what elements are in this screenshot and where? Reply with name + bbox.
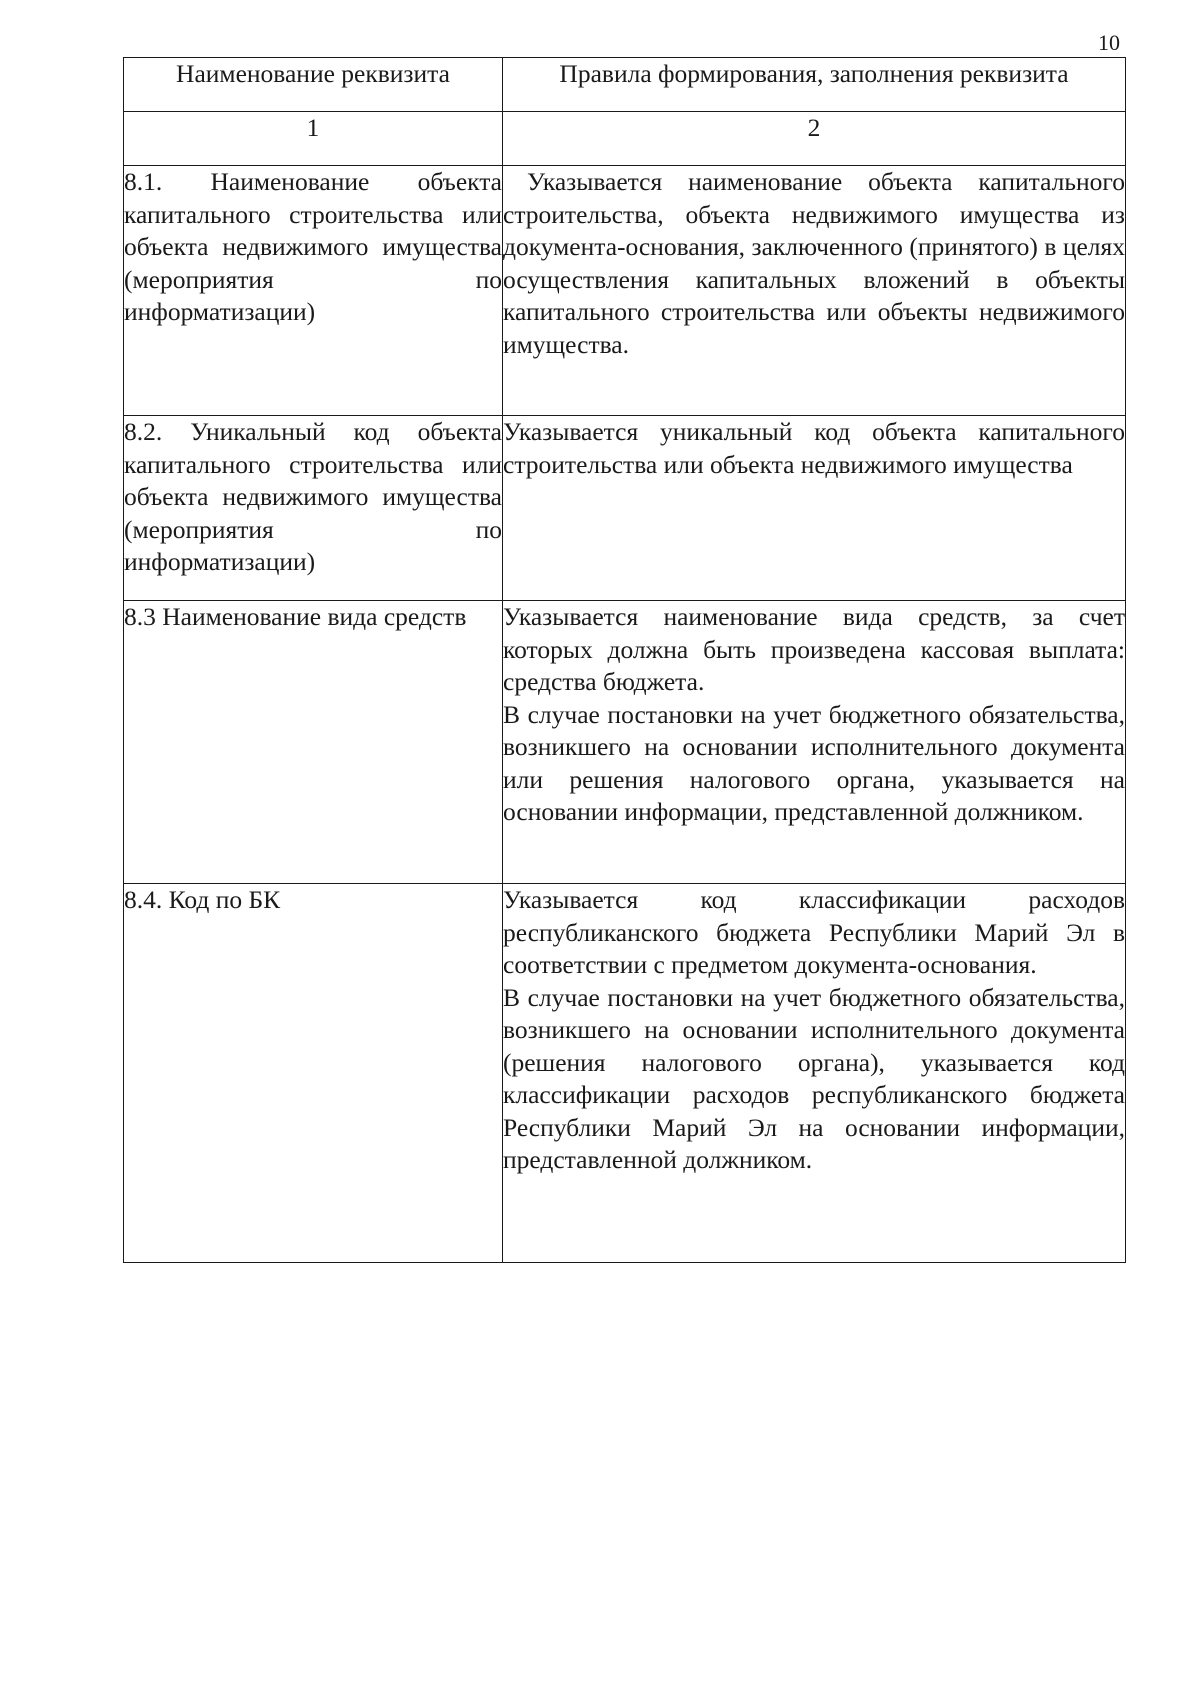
column-number-1: 1 xyxy=(124,112,503,166)
rules-paragraph: Указывается наименование объекта капитального строительства, объекта недвижимого имущества из документа-основания, заключенного (принятого) в целях осуществления капитальных вложений в объекты капитального строительства или объекты недвижимого имущества. xyxy=(503,167,1125,359)
header-requisite-rules: Правила формирования, заполнения реквизита xyxy=(503,58,1126,112)
requisite-name-8-4: 8.4. Код по БК xyxy=(124,884,503,1263)
table-row xyxy=(124,884,1126,1263)
requisite-rules-8-3 xyxy=(503,601,1126,884)
rules-paragraph: В случае постановки на учет бюджетного обязательства, возникшего на основании исполнительного документа (решения налогового органа), указывается код классификации расходов республиканского бюджета Республики Марий Эл на основании информации, представленной должником. xyxy=(503,982,1125,1174)
requisite-name-8-3: 8.3 Наименование вида средств xyxy=(124,601,503,884)
requisite-name-8-2: 8.2. Уникальный код объекта капитального строительства или объекта недвижимого имущества (мероприятия по информатизации) xyxy=(124,416,503,601)
requisite-rules-8-4 xyxy=(503,884,1126,1263)
table-row xyxy=(124,601,1126,884)
requisite-name-8-1: 8.1. Наименование объекта капитального строительства или объекта недвижимого имущества (мероприятия по информатизации) xyxy=(124,166,503,416)
requisite-rules-8-1 xyxy=(503,166,1126,416)
rules-paragraph: Указывается наименование вида средств, за счет которых должна быть произведена кассовая выплата: средства бюджета. xyxy=(503,602,1125,696)
rules-paragraph: Указывается уникальный код объекта капитального строительства или объекта недвижимого имущества xyxy=(503,417,1125,479)
table-header-row xyxy=(124,58,1126,112)
rules-paragraph: Указывается код классификации расходов республиканского бюджета Республики Марий Эл в соответствии с предметом документа-основания. xyxy=(503,885,1125,979)
table-row xyxy=(124,166,1126,416)
requisite-rules-8-2 xyxy=(503,416,1126,601)
header-requisite-name: Наименование реквизита xyxy=(124,58,503,112)
table-row xyxy=(124,416,1126,601)
rules-paragraph: В случае постановки на учет бюджетного обязательства, возникшего на основании исполнительного документа или решения налогового органа, указывается на основании информации, представленной должником. xyxy=(503,699,1125,826)
column-number-row xyxy=(124,112,1126,166)
requisites-table xyxy=(123,57,1126,1263)
column-number-2: 2 xyxy=(503,112,1126,166)
page-number: 10 xyxy=(1098,30,1120,55)
